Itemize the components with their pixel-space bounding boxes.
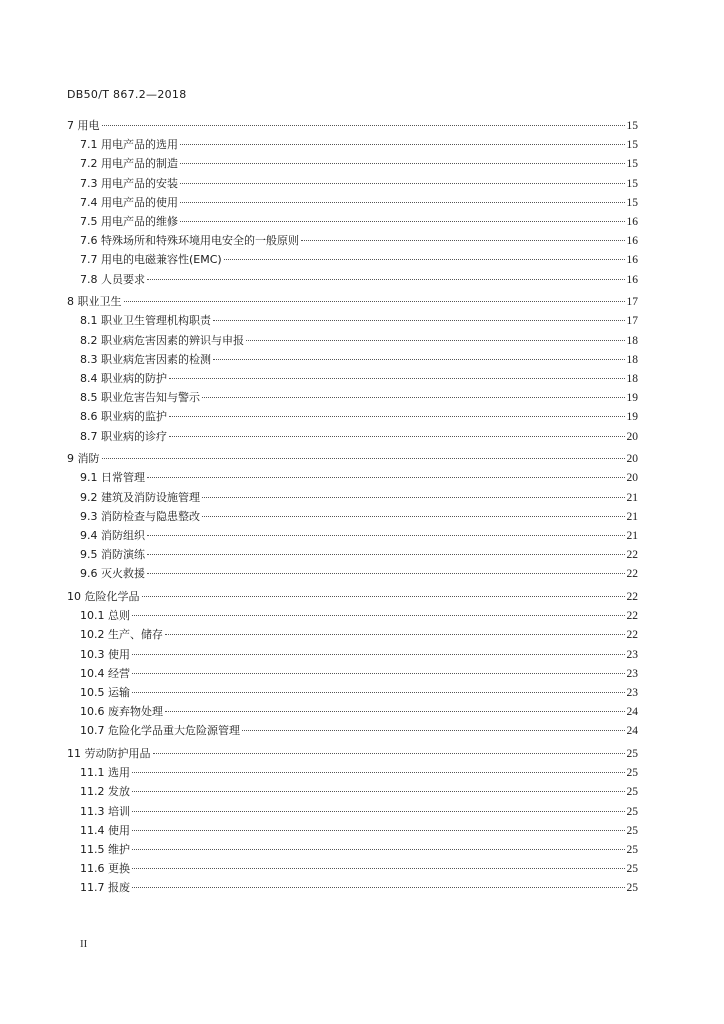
toc-section-entry[interactable] — [67, 721, 638, 740]
toc-entry-page: 22 — [626, 629, 638, 642]
dot-leader — [180, 163, 625, 164]
dot-leader — [224, 259, 625, 260]
dot-leader — [102, 125, 625, 126]
toc-entry-page: 18 — [626, 334, 638, 347]
dot-leader — [147, 554, 625, 555]
toc-entry-title: 9.5 消防演练 — [80, 548, 145, 562]
toc-entry-page: 18 — [626, 353, 638, 366]
toc-section-entry[interactable] — [67, 664, 638, 683]
toc-entry-page: 16 — [626, 254, 638, 267]
toc-entry-title: 10.7 危险化学品重大危险源管理 — [80, 724, 240, 738]
dot-leader — [153, 753, 625, 754]
toc-section-entry[interactable] — [67, 407, 638, 426]
toc-entry-title: 10.2 生产、储存 — [80, 628, 163, 642]
toc-section-entry[interactable] — [67, 250, 638, 269]
toc-section-entry[interactable] — [67, 763, 638, 782]
dot-leader — [180, 221, 625, 222]
toc-entry-page: 15 — [626, 158, 638, 171]
toc-chapter-entry[interactable] — [67, 116, 638, 135]
toc-section-entry[interactable] — [67, 625, 638, 644]
toc-chapter-entry[interactable] — [67, 587, 638, 606]
dot-leader — [180, 144, 625, 145]
toc-section-entry[interactable] — [67, 193, 638, 212]
toc-section-entry[interactable] — [67, 645, 638, 664]
document-id: DB50/T 867.2—2018 — [67, 88, 187, 101]
toc-section-entry[interactable] — [67, 388, 638, 407]
dot-leader — [301, 240, 625, 241]
dot-leader — [147, 279, 625, 280]
toc-entry-title: 8.4 职业病的防护 — [80, 371, 167, 385]
toc-entry-title: 9.6 灭火救援 — [80, 567, 145, 581]
toc-section-entry[interactable] — [67, 135, 638, 154]
toc-entry-page: 20 — [626, 430, 638, 443]
toc-chapter-entry[interactable] — [67, 449, 638, 468]
toc-entry-title: 7.4 用电产品的使用 — [80, 195, 178, 209]
toc-entry-title: 9 消防 — [67, 452, 100, 466]
toc-section-entry[interactable] — [67, 331, 638, 350]
toc-entry-page: 17 — [626, 296, 638, 309]
dot-leader — [132, 791, 625, 792]
toc-entry-page: 15 — [626, 196, 638, 209]
toc-entry-title: 11.2 发放 — [80, 785, 130, 799]
page-number: II — [80, 938, 88, 950]
toc-entry-title: 8.5 职业危害告知与警示 — [80, 391, 200, 405]
toc-entry-title: 11.3 培训 — [80, 804, 130, 818]
toc-section-entry[interactable] — [67, 468, 638, 487]
dot-leader — [132, 811, 625, 812]
toc-entry-page: 16 — [626, 235, 638, 248]
toc-entry-page: 23 — [626, 648, 638, 661]
toc-entry-title: 9.4 消防组织 — [80, 528, 145, 542]
dot-leader — [202, 497, 625, 498]
toc-entry-page: 25 — [626, 786, 638, 799]
toc-entry-title: 7.8 人员要求 — [80, 272, 145, 286]
table-of-contents — [67, 116, 638, 898]
dot-leader — [169, 378, 625, 379]
dot-leader — [147, 535, 625, 536]
toc-entry-title: 9.1 日常管理 — [80, 471, 145, 485]
toc-entry-title: 8.1 职业卫生管理机构职责 — [80, 314, 211, 328]
dot-leader — [242, 730, 625, 731]
toc-entry-title: 7 用电 — [67, 119, 100, 132]
toc-entry-page: 20 — [626, 453, 638, 466]
toc-entry-page: 23 — [626, 686, 638, 699]
toc-entry-title: 8.6 职业病的监护 — [80, 410, 167, 424]
dot-leader — [165, 711, 625, 712]
toc-section-entry[interactable] — [67, 212, 638, 231]
dot-leader — [246, 340, 625, 341]
toc-section-entry[interactable] — [67, 840, 638, 859]
toc-entry-page: 21 — [626, 491, 638, 504]
toc-entry-page: 25 — [626, 748, 638, 760]
dot-leader — [132, 673, 625, 674]
toc-entry-page: 16 — [626, 273, 638, 286]
dot-leader — [165, 634, 625, 635]
toc-entry-title: 7.1 用电产品的选用 — [80, 138, 178, 152]
toc-chapter-entry[interactable] — [67, 292, 638, 311]
toc-section-entry[interactable] — [67, 702, 638, 721]
dot-leader — [102, 458, 625, 459]
toc-section-entry[interactable] — [67, 821, 638, 840]
dot-leader — [132, 654, 625, 655]
toc-section-entry[interactable] — [67, 488, 638, 507]
toc-section-entry[interactable] — [67, 427, 638, 446]
toc-section-entry[interactable] — [67, 154, 638, 173]
toc-entry-page: 21 — [626, 529, 638, 542]
toc-entry-title: 7.7 用电的电磁兼容性(EMC) — [80, 253, 222, 267]
toc-section-entry[interactable] — [67, 782, 638, 801]
dot-leader — [132, 868, 625, 869]
dot-leader — [202, 516, 625, 517]
toc-entry-title: 10.6 废弃物处理 — [80, 705, 163, 719]
toc-entry-page: 25 — [626, 767, 638, 780]
toc-entry-title: 8 职业卫生 — [67, 295, 122, 309]
toc-section-entry[interactable] — [67, 606, 638, 625]
dot-leader — [142, 596, 625, 597]
toc-entry-title: 8.2 职业病危害因素的辨识与申报 — [80, 333, 244, 347]
toc-entry-title: 11.7 报废 — [80, 881, 130, 895]
toc-entry-page: 20 — [626, 472, 638, 485]
toc-section-entry[interactable] — [67, 545, 638, 564]
toc-entry-title: 10 危险化学品 — [67, 590, 140, 603]
dot-leader — [132, 772, 625, 773]
toc-section-entry[interactable] — [67, 507, 638, 526]
toc-section-entry[interactable] — [67, 564, 638, 583]
toc-entry-page: 25 — [626, 824, 638, 837]
toc-entry-page: 25 — [626, 863, 638, 876]
toc-entry-page: 15 — [626, 120, 638, 132]
toc-entry-title: 10.3 使用 — [80, 647, 130, 661]
dot-leader — [132, 692, 625, 693]
dot-leader — [147, 573, 625, 574]
dot-leader — [124, 301, 625, 302]
toc-entry-title: 10.1 总则 — [80, 609, 130, 623]
toc-entry-page: 25 — [626, 882, 638, 895]
toc-entry-page: 18 — [626, 372, 638, 385]
toc-entry-page: 19 — [626, 411, 638, 424]
toc-entry-title: 10.4 经营 — [80, 666, 130, 680]
toc-entry-page: 15 — [626, 177, 638, 190]
toc-entry-page: 23 — [626, 667, 638, 680]
dot-leader — [213, 320, 625, 321]
toc-entry-page: 19 — [626, 392, 638, 405]
dot-leader — [132, 830, 625, 831]
toc-section-entry[interactable] — [67, 878, 638, 897]
dot-leader — [213, 359, 625, 360]
toc-entry-title: 8.7 职业病的诊疗 — [80, 429, 167, 443]
toc-section-entry[interactable] — [67, 350, 638, 369]
toc-entry-title: 7.2 用电产品的制造 — [80, 157, 178, 171]
dot-leader — [169, 416, 625, 417]
toc-entry-title: 7.5 用电产品的维修 — [80, 214, 178, 228]
toc-entry-title: 11 劳动防护用品 — [67, 747, 151, 760]
toc-section-entry[interactable] — [67, 859, 638, 878]
dot-leader — [169, 436, 625, 437]
toc-entry-title: 11.1 选用 — [80, 766, 130, 780]
toc-entry-title: 11.4 使用 — [80, 823, 130, 837]
toc-entry-page: 24 — [626, 706, 638, 719]
toc-entry-title: 9.3 消防检查与隐患整改 — [80, 509, 200, 523]
dot-leader — [132, 615, 625, 616]
toc-entry-page: 22 — [626, 591, 638, 603]
dot-leader — [132, 849, 625, 850]
dot-leader — [132, 887, 625, 888]
toc-section-entry[interactable] — [67, 683, 638, 702]
toc-section-entry[interactable] — [67, 526, 638, 545]
toc-entry-title: 10.5 运输 — [80, 685, 130, 699]
toc-entry-page: 15 — [626, 139, 638, 152]
toc-entry-page: 22 — [626, 568, 638, 581]
toc-entry-page: 22 — [626, 549, 638, 562]
toc-chapter-entry[interactable] — [67, 744, 638, 763]
toc-section-entry[interactable] — [67, 270, 638, 289]
toc-entry-page: 21 — [626, 510, 638, 523]
toc-section-entry[interactable] — [67, 231, 638, 250]
toc-entry-title: 11.5 维护 — [80, 842, 130, 856]
toc-entry-page: 17 — [626, 315, 638, 328]
toc-entry-title: 9.2 建筑及消防设施管理 — [80, 490, 200, 504]
toc-entry-page: 24 — [626, 725, 638, 738]
toc-entry-page: 25 — [626, 843, 638, 856]
toc-entry-title: 11.6 更换 — [80, 862, 130, 876]
dot-leader — [147, 477, 625, 478]
toc-section-entry[interactable] — [67, 311, 638, 330]
toc-section-entry[interactable] — [67, 802, 638, 821]
toc-entry-title: 7.6 特殊场所和特殊环境用电安全的一般原则 — [80, 234, 299, 248]
dot-leader — [202, 397, 625, 398]
toc-entry-page: 22 — [626, 610, 638, 623]
toc-entry-title: 8.3 职业病危害因素的检测 — [80, 352, 211, 366]
toc-entry-page: 16 — [626, 215, 638, 228]
toc-section-entry[interactable] — [67, 174, 638, 193]
toc-entry-title: 7.3 用电产品的安装 — [80, 176, 178, 190]
dot-leader — [180, 183, 625, 184]
toc-section-entry[interactable] — [67, 369, 638, 388]
dot-leader — [180, 202, 625, 203]
toc-entry-page: 25 — [626, 805, 638, 818]
